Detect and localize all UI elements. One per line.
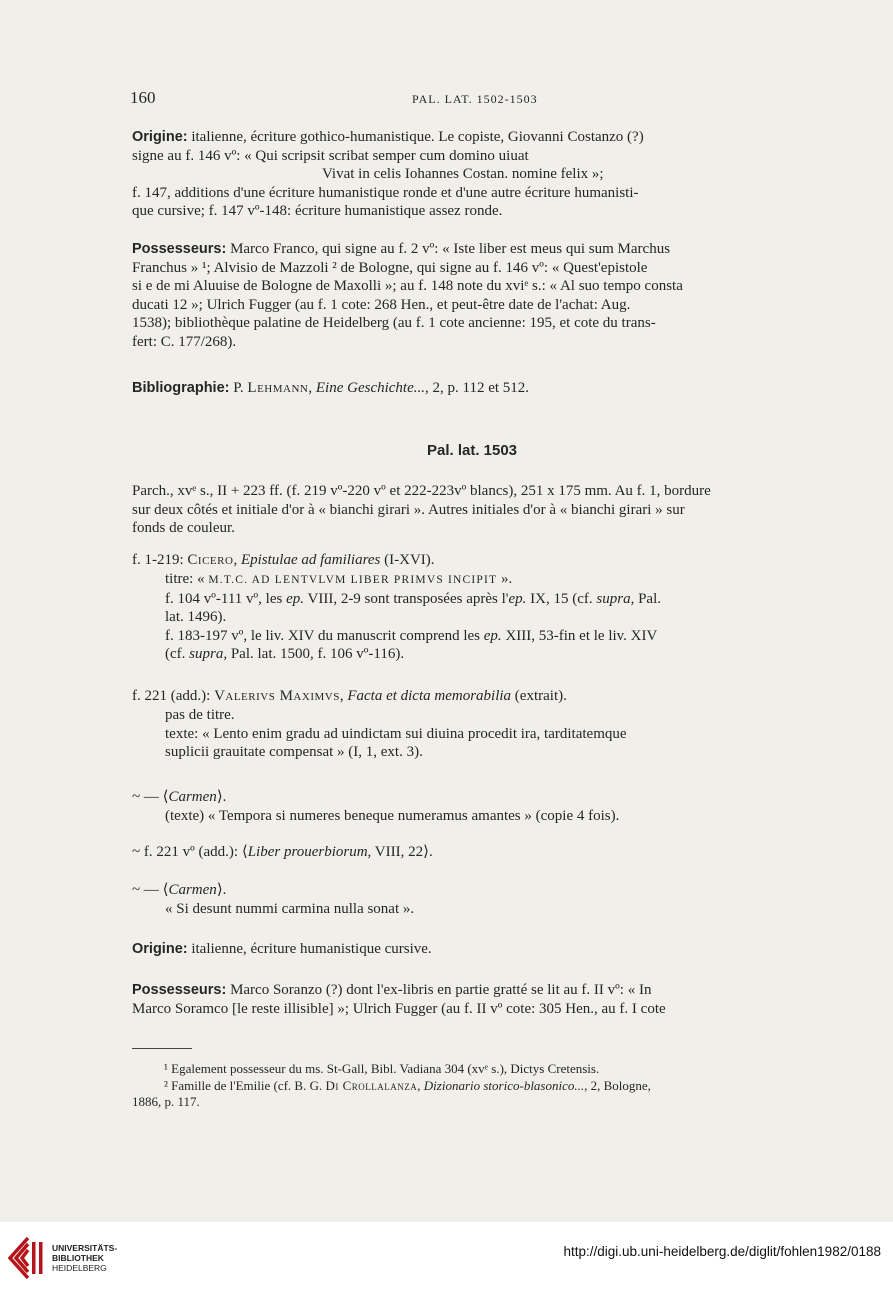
permalink-url[interactable]: http://digi.ub.uni-heidelberg.de/diglit/fohlen1982/0188 xyxy=(563,1244,881,1259)
possesseurs-paragraph: Possesseurs: Marco Franco, qui signe au f. 2 vº: « Iste liber est meus qui sum Marchus Franchus » ¹; Alvisio de Mazzoli ² de Bologne, qui signe au f. 146 vº: « Quest'epistole si e de mi Aluuise de Bologne de Maxolli »; au f. 148 note du xviᵉ s.: « Al suo tempo consta ducati 12 »; Ulrich Fugger (au f. 1 cote: 268 Hen., et peut-être date de l'achat: Aug. 1538); bibliothèque palatine de Heidelberg (au f. 1 cote ancienne: 195, et cote du trans- fert: C. 177/268). xyxy=(132,241,683,350)
content-item-carmen-1: ~ — ⟨Carmen⟩. xyxy=(132,789,227,805)
content-item-proverbia: ~ f. 221 vº (add.): ⟨Liber prouerbiorum, VIII, 22⟩. xyxy=(132,844,433,860)
description-paragraph: Parch., xvᵉ s., II + 223 ff. (f. 219 vº-220 vº et 222-223vº blancs), 251 x 175 mm. Au f. 1, bordure sur deux côtés et initiale d'or à « bianchi girari ». Autres initiales d'or à « bianchi girari » sur fonds de couleur. xyxy=(132,483,711,537)
content-item-carmen-1-text: (texte) « Tempora si numeres beneque numeramus amantes » (copie 4 fois). xyxy=(165,808,620,824)
content-item-valerius-details: pas de titre. texte: « Lento enim gradu ad uindictam sui diuina procedit ira, tarditatemque suplicii grauitate compensat » (I, 1, ext. 3). xyxy=(165,707,627,761)
page-number: 160 xyxy=(130,88,156,107)
section-title: Pal. lat. 1503 xyxy=(426,442,518,459)
content-item-cicero-details: titre: « M.T.C. AD LENTVLVM LIBER PRIMVS INCIPIT ». f. 104 vº-111 vº, les ep. VIII, 2-9 sont transposées après l'ep. IX, 15 (cf. supra, Pal. lat. 1496). f. 183-197 vº, le liv. XIV du manuscrit comprend les ep. XIII, 53-fin et le liv. XIV (cf. supra, Pal. lat. 1500, f. 106 vº-116). xyxy=(165,571,661,663)
footnote-2: ² Famille de l'Emilie (cf. B. G. Di Crollalanza, Dizionario storico-blasonico..., 2, Bologne, xyxy=(164,1077,651,1093)
content-item-carmen-2: ~ — ⟨Carmen⟩. xyxy=(132,882,227,898)
running-head: PAL. LAT. 1502-1503 xyxy=(412,92,538,106)
possesseurs-label-2: Possesseurs: xyxy=(132,982,227,998)
origine-label: Origine: xyxy=(132,129,188,145)
content-item-valerius: f. 221 (add.): Valerivs Maximvs, Facta et dicta memorabilia (extrait). xyxy=(132,688,567,704)
library-logo-icon xyxy=(8,1236,48,1280)
footnotes: ¹ Egalement possesseur du ms. St-Gall, Bibl. Vadiana 304 (xvᵉ s.), Dictys Cretensis. ² Famille de l'Emilie (cf. B. G. Di Crollalanza, Dizionario storico-blasonico..., 2, Bologne, 1886, p. 117. xyxy=(132,1061,812,1111)
footer-bar xyxy=(0,1222,893,1293)
footnote-1: ¹ Egalement possesseur du ms. St-Gall, Bibl. Vadiana 304 (xvᵉ s.), Dictys Cretensis. xyxy=(164,1061,600,1076)
footnote-divider xyxy=(132,1048,192,1049)
content-item-cicero: f. 1-219: Cicero, Epistulae ad familiares (I-XVI). xyxy=(132,552,435,568)
library-logo-text: UNIVERSITÄTS- BIBLIOTHEK HEIDELBERG xyxy=(52,1243,118,1273)
bibliographie-paragraph: Bibliographie: P. Lehmann, Eine Geschichte..., 2, p. 112 et 512. xyxy=(132,380,530,396)
origine-label-2: Origine: xyxy=(132,941,188,957)
origine-paragraph: Origine: italienne, écriture gothico-humanistique. Le copiste, Giovanni Costanzo (?) signe au f. 146 vº: « Qui scripsit scribat semper cum domino uiuat Vivat in celis Iohannes Costan. nomine felix »; f. 147, additions d'une écriture humanistique ronde et d'une autre écriture humanisti- que cursive; f. 147 vº-148: écriture humanistique assez ronde. xyxy=(132,129,644,220)
possesseurs-paragraph-2: Possesseurs: Marco Soranzo (?) dont l'ex-libris en partie gratté se lit au f. II vº: « In Marco Soramco [le reste illisible] »; Ulrich Fugger (au f. II vº cote: 305 Hen., au f. I cote xyxy=(132,982,666,1017)
bibliographie-label: Bibliographie: xyxy=(132,380,230,396)
content-item-carmen-2-text: « Si desunt nummi carmina nulla sonat ». xyxy=(165,901,415,917)
origine-paragraph-2: Origine: italienne, écriture humanistique cursive. xyxy=(132,941,432,957)
possesseurs-label: Possesseurs: xyxy=(132,241,227,257)
